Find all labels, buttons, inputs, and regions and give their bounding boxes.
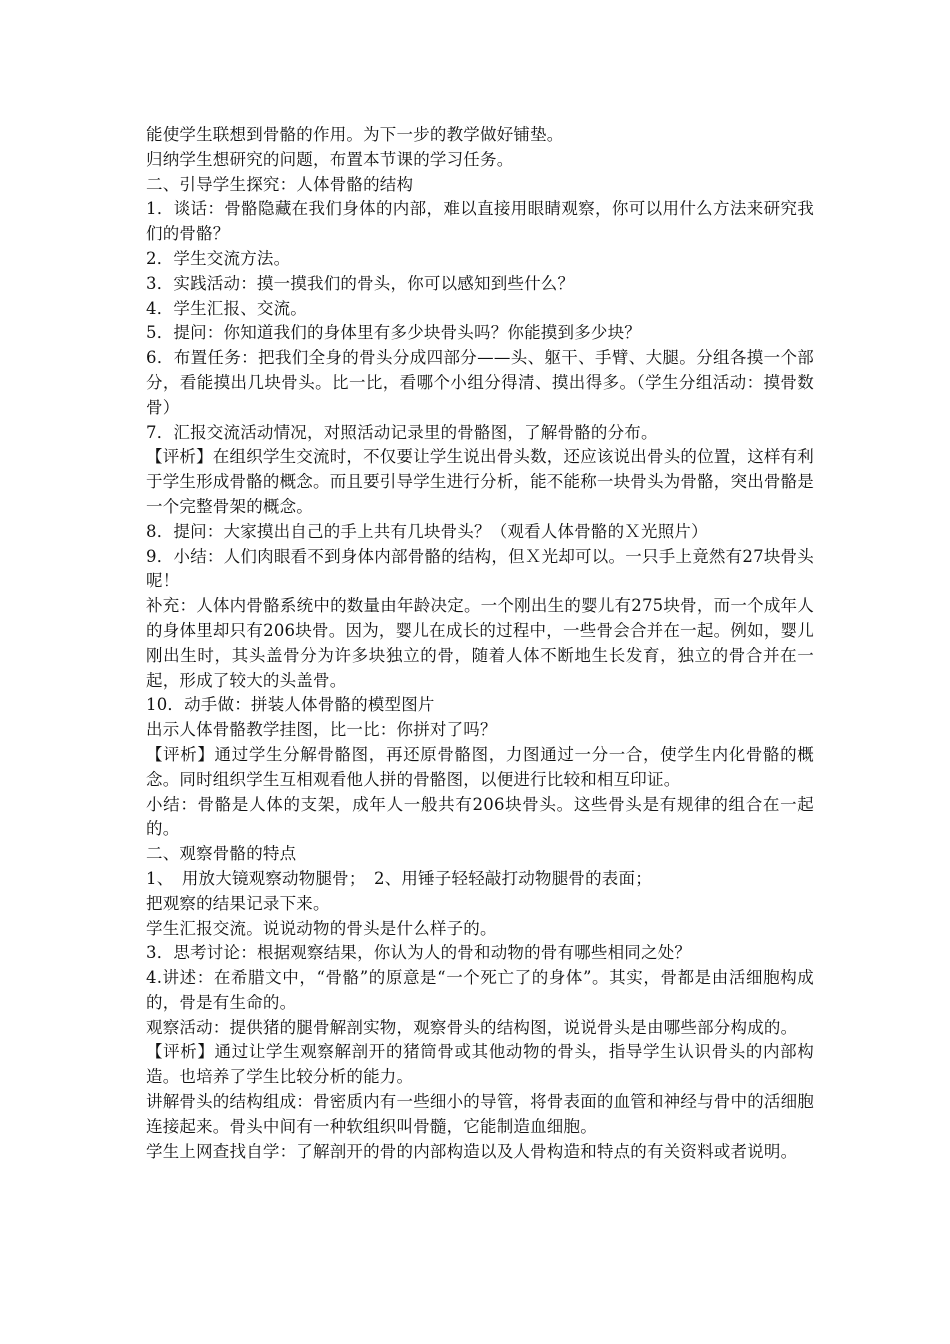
paragraph: 2．学生交流方法。 [146, 248, 291, 268]
paragraph: 9．小结：人们肉眼看不到身体内部骨骼的结构，但Ｘ光却可以。一只手上竟然有27块骨头呢！ [146, 546, 814, 591]
comment-paragraph: 【评析】在组织学生交流时，不仅要让学生说出骨头数，还应该说出骨头的位置，这样有利于学生形成骨骼的概念。而且要引导学生进行分析，能不能称一块骨头为骨骼，突出骨骼是一个完整骨架的概念。 [146, 447, 814, 516]
paragraph: 1．谈话：骨骼隐藏在我们身体的内部，难以直接用眼睛观察，你可以用什么方法来研究我们的骨骼？ [146, 199, 814, 244]
paragraph: 3．思考讨论：根据观察结果，你认为人的骨和动物的骨有哪些相同之处？ [146, 943, 692, 963]
section-heading: 二、观察骨骼的特点 [146, 844, 297, 864]
comment-paragraph: 【评析】通过让学生观察解剖开的猪筒骨或其他动物的骨头，指导学生认识骨头的内部构造。也培养了学生比较分析的能力。 [146, 1042, 814, 1087]
paragraph: 归纳学生想研究的问题，布置本节课的学习任务。 [146, 149, 514, 169]
paragraph: 补充：人体内骨骼系统中的数量由年龄决定。一个刚出生的婴儿有275块骨，而一个成年人的身体里却只有206块骨。因为，婴儿在成长的过程中，一些骨会合并在一起。例如，婴儿刚出生时，其头盖骨分为许多块独立的骨，随着人体不断地生长发育，独立的骨合并在一起，形成了较大的头盖骨。 [146, 596, 814, 690]
paragraph: 5．提问：你知道我们的身体里有多少块骨头吗？你能摸到多少块？ [146, 323, 641, 343]
paragraph: 学生汇报交流。说说动物的骨头是什么样子的。 [146, 918, 497, 938]
paragraph: 学生上网查找自学：了解剖开的骨的内部构造以及人骨构造和特点的有关资料或者说明。 [146, 1141, 798, 1161]
paragraph: 4.讲述：在希腊文中，“骨骼”的原意是“一个死亡了的身体”。其实，骨都是由活细胞构成的，骨是有生命的。 [146, 968, 814, 1012]
paragraph: 7．汇报交流活动情况，对照活动记录里的骨骼图，了解骨骼的分布。 [146, 422, 658, 442]
comment-paragraph: 【评析】通过学生分解骨骼图，再还原骨骼图，力图通过一分一合，使学生内化骨骼的概念。同时组织学生互相观看他人拼的骨骼图，以便进行比较和相互印证。 [146, 744, 814, 789]
document-body [146, 123, 814, 1164]
paragraph: 3．实践活动：摸一摸我们的骨头，你可以感知到些什么？ [146, 273, 575, 293]
paragraph: 10．动手做：拼装人体骨骼的模型图片 [146, 695, 435, 715]
paragraph: 出示人体骨骼教学挂图，比一比：你拼对了吗？ [146, 720, 497, 740]
paragraph: 把观察的结果记录下来。 [146, 893, 330, 913]
section-heading: 二、引导学生探究：人体骨骼的结构 [146, 174, 414, 194]
paragraph: 观察活动：提供猪的腿骨解剖实物，观察骨头的结构图，说说骨头是由哪些部分构成的。 [146, 1017, 798, 1037]
paragraph: 1、 用放大镜观察动物腿骨； 2、用锤子轻轻敲打动物腿骨的表面； [146, 868, 652, 888]
paragraph: 讲解骨头的结构组成：骨密质内有一些细小的导管，将骨表面的血管和神经与骨中的活细胞连接起来。骨头中间有一种软组织叫骨髓，它能制造血细胞。 [146, 1092, 814, 1136]
paragraph: 能使学生联想到骨骼的作用。为下一步的教学做好铺垫。 [146, 125, 564, 144]
paragraph: 小结：骨骼是人体的支架，成年人一般共有206块骨头。这些骨头是有规律的组合在一起的。 [146, 794, 814, 839]
paragraph: 8．提问：大家摸出自己的手上共有几块骨头？（观看人体骨骼的Ｘ光照片） [146, 521, 708, 541]
paragraph: 6．布置任务：把我们全身的骨头分成四部分——头、躯干、手臂、大腿。分组各摸一个部分，看能摸出几块骨头。比一比，看哪个小组分得清、摸出得多。（学生分组活动：摸骨数骨） [146, 348, 814, 417]
paragraph: 4．学生汇报、交流。 [146, 298, 307, 318]
